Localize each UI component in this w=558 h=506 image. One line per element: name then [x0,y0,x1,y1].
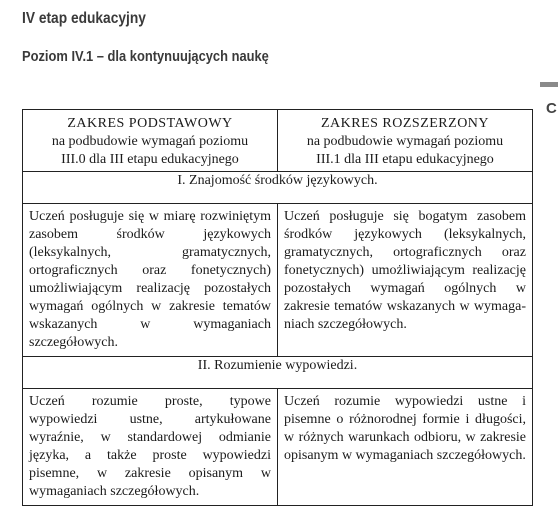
table-row [23,204,533,357]
requirement-basic: Uczeń rozumie proste, typowe wypowiedzi ustne, artykułowane wyraźnie, w standardowej odmianie języka, a także proste wypowiedzi pisemne, w zakresie opisanym w wymaganiach szczegółowych. [23,389,278,506]
column-subtitle-extended-line2: III.1 dla III etapu edukacyjnego [316,152,494,167]
column-subtitle-extended-line1: na podbudowie wymagań poziomu [306,134,504,149]
column-title-extended: ZAKRES ROZSZERZONY [320,116,490,131]
level-heading: Poziom IV.1 – dla kontynuujących naukę [22,48,269,65]
section-heading-row [23,172,533,204]
column-title-basic: ZAKRES PODSTAWOWY [67,116,233,131]
requirement-extended: Uczeń posługuje się bogatym zasobem środków językowych (leksykalnych, gramatycznych, ortograficznych oraz fonetycznych) umożliwiającym realizację pozostałych wymagań ogólnych w zakresie tematów wskazanych w wymaganiach szczegółowych. [278,204,533,357]
header-cell-extended [278,110,533,172]
section-heading-row [23,357,533,389]
column-subtitle-basic-line2: III.0 dla III etapu edukacyjnego [61,152,239,167]
section-heading: I. Znajomość środków językowych. [23,172,533,204]
requirement-basic: Uczeń posługuje się w miarę rozwiniętym zasobem środków językowych (leksykalnych, gramatycznych, ortograficznych oraz fonetycznych) umożliwiającym realizację pozostałych wymagań ogólnych w zakresie tematów wskazanych w wymaganiach szczegółowych. [23,204,278,357]
stage-heading: IV etap edukacyjny [22,10,146,27]
column-subtitle-basic-line1: na podbudowie wymagań poziomu [51,134,249,149]
requirements-table [22,109,533,506]
requirement-extended: Uczeń rozumie wypowiedzi ustne i pisemne o różnorodnej formie i długości, w różnych warunkach odbioru, w zakresie opisanym w wymaganiach szczegółowych. [278,389,533,506]
side-tab-bar [540,82,558,87]
table-row [23,389,533,506]
side-tab-letter: C [546,100,557,117]
header-cell-basic [23,110,278,172]
section-heading: II. Rozumienie wypowiedzi. [23,357,533,389]
table-header-row [23,110,533,172]
